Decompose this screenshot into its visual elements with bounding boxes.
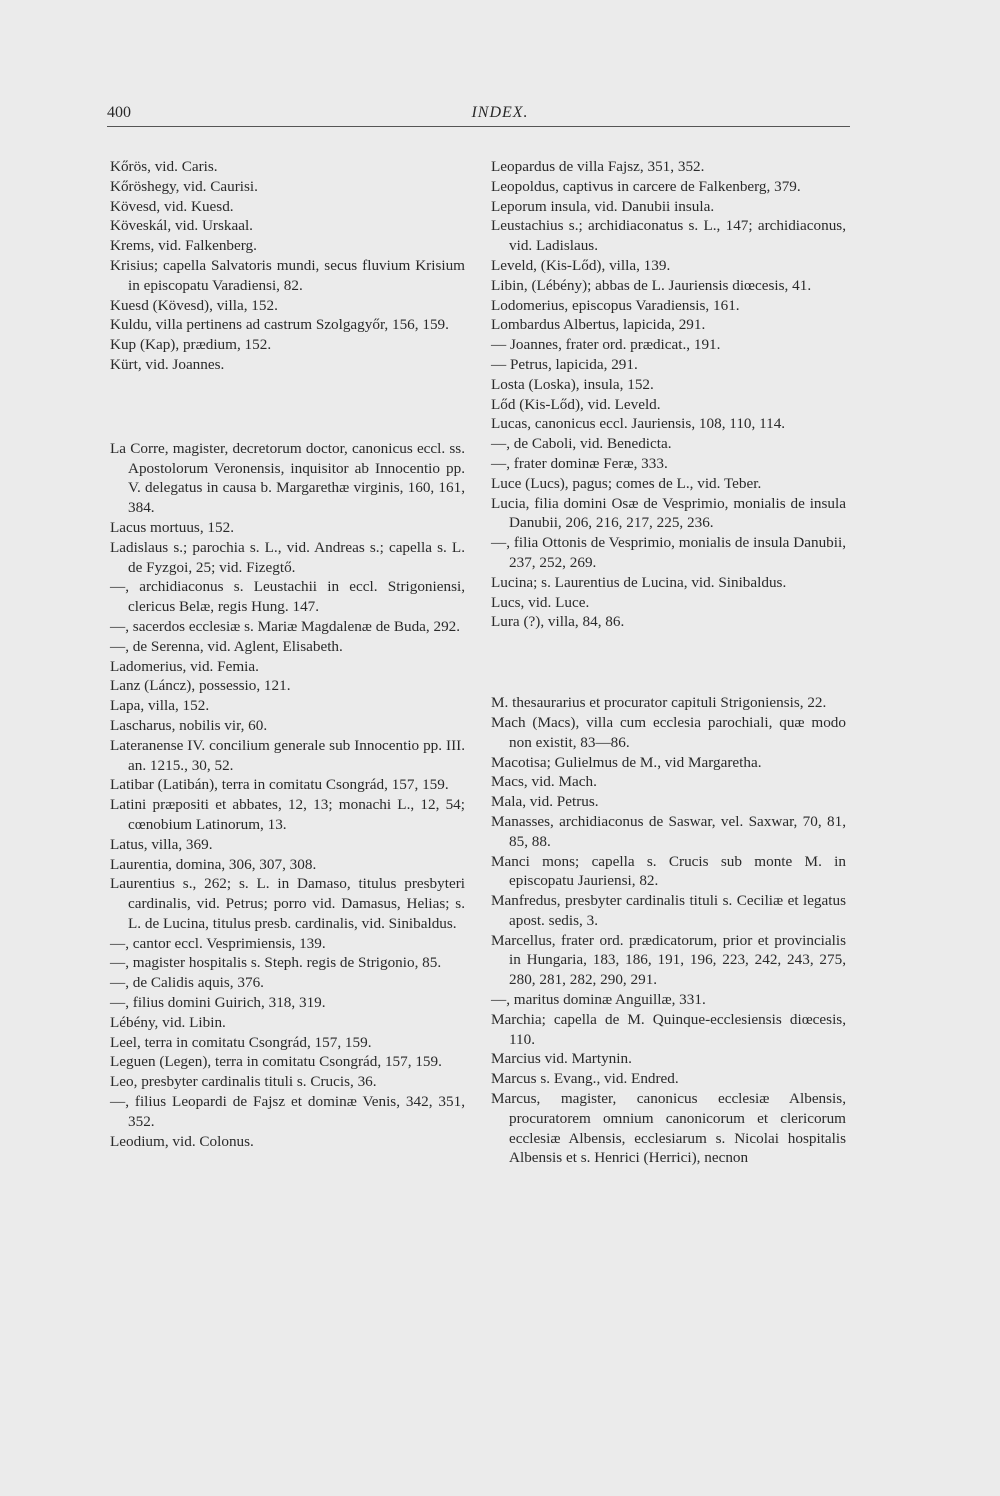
index-entry: Marcus s. Evang., vid. Endred. bbox=[491, 1070, 679, 1088]
index-entry: Lanz (Láncz), possessio, 121. bbox=[110, 677, 291, 695]
index-entry: Kürt, vid. Joannes. bbox=[110, 355, 225, 373]
index-entry: —, maritus dominæ Anguillæ, 331. bbox=[491, 991, 706, 1009]
index-entry: Lucas, canonicus eccl. Jauriensis, 108, 110, 114. bbox=[491, 415, 786, 433]
index-entry: Lébény, vid. Libin. bbox=[110, 1013, 226, 1031]
index-entry: Köveskál, vid. Urskaal. bbox=[110, 217, 253, 235]
index-entry: Lucs, vid. Luce. bbox=[491, 593, 590, 611]
index-entry: Leopoldus, captivus in carcere de Falkenberg, 379. bbox=[491, 177, 801, 195]
index-entry: Kup (Kap), prædium, 152. bbox=[110, 336, 272, 354]
index-entry: — Joannes, frater ord. prædicat., 191. bbox=[491, 336, 721, 354]
index-entry: Leel, terra in comitatu Csongrád, 157, 159. bbox=[110, 1033, 372, 1051]
index-entry: — Petrus, lapicida, 291. bbox=[491, 355, 638, 373]
index-entry: Leustachius s.; archidiaconatus s. L., 147; archidiaconus, vid. Ladislaus. bbox=[491, 217, 846, 255]
index-entry: —, de Calidis aquis, 376. bbox=[110, 974, 264, 992]
running-head: INDEX. bbox=[471, 104, 529, 121]
index-entry: Leguen (Legen), terra in comitatu Csongrád, 157, 159. bbox=[110, 1053, 442, 1071]
index-entry: Leveld, (Kis-Lőd), villa, 139. bbox=[491, 256, 671, 274]
index-entry: Lombardus Albertus, lapicida, 291. bbox=[491, 316, 706, 334]
index-entry: —, filia Ottonis de Vesprimio, monialis de insula Danubii, 237, 252, 269. bbox=[491, 534, 846, 571]
page-number: 400 bbox=[107, 104, 131, 121]
index-entry: Manfredus, presbyter cardinalis tituli s. Ceciliæ et legatus apost. sedis, 3. bbox=[491, 892, 846, 929]
right-column bbox=[491, 157, 846, 1168]
index-entry: Laurentia, domina, 306, 307, 308. bbox=[110, 855, 317, 873]
index-entry: Kövesd, vid. Kuesd. bbox=[110, 197, 234, 215]
index-entry: Ladomerius, vid. Femia. bbox=[110, 657, 259, 675]
index-entry: Laurentius s., 262; s. L. in Damaso, titulus presbyteri cardinalis, vid. Petrus; porro vid. Damasus, Helias; s. L. de Lucina, titulus presb. cardinalis, vid. Sinibaldus. bbox=[110, 875, 465, 932]
index-entry: —, archidiaconus s. Leustachii in eccl. Strigoniensi, clericus Belæ, regis Hung. 147. bbox=[110, 578, 465, 616]
section-gap bbox=[491, 632, 846, 693]
index-entry: Lucina; s. Laurentius de Lucina, vid. Sinibaldus. bbox=[491, 573, 787, 591]
right-group-m bbox=[491, 693, 846, 1168]
index-entry: Krisius; capella Salvatoris mundi, secus fluvium Krisium in episcopatu Varadiensi, 82. bbox=[110, 256, 465, 294]
index-entry: Lascharus, nobilis vir, 60. bbox=[110, 716, 268, 734]
index-entry: —, sacerdos ecclesiæ s. Mariæ Magdalenæ de Buda, 292. bbox=[110, 617, 461, 635]
index-entry: Lőd (Kis-Lőd), vid. Leveld. bbox=[491, 395, 661, 413]
index-entry: Manasses, archidiaconus de Saswar, vel. Saxwar, 70, 81, 85, 88. bbox=[491, 812, 846, 850]
index-entry: Kőröshegy, vid. Caurisi. bbox=[110, 177, 258, 195]
left-group-k bbox=[110, 157, 465, 375]
index-entry: —, cantor eccl. Vesprimiensis, 139. bbox=[110, 934, 326, 952]
index-entry: —, filius domini Guirich, 318, 319. bbox=[110, 994, 326, 1012]
index-entry: Ladislaus s.; parochia s. L., vid. Andreas s.; capella s. L. de Fyzgoi, 25; vid. Fizegtő. bbox=[110, 538, 465, 576]
index-entry: Leopardus de villa Fajsz, 351, 352. bbox=[491, 158, 705, 175]
left-group-l bbox=[110, 439, 465, 1152]
index-entry: —, filius Leopardi de Fajsz et dominæ Venis, 342, 351, 352. bbox=[110, 1093, 465, 1130]
index-entry: Lateranense IV. concilium generale sub Innocentio pp. III. an. 1215., 30, 52. bbox=[110, 736, 465, 774]
index-entry: Lacus mortuus, 152. bbox=[110, 518, 235, 536]
index-entry: Leo, presbyter cardinalis tituli s. Crucis, 36. bbox=[110, 1073, 377, 1091]
index-entry: Marcius vid. Martynin. bbox=[491, 1050, 632, 1068]
index-entry: Latibar (Latibán), terra in comitatu Csongrád, 157, 159. bbox=[110, 776, 449, 794]
index-entry: —, magister hospitalis s. Steph. regis de Strigonio, 85. bbox=[110, 954, 442, 972]
header-rule bbox=[107, 126, 850, 127]
index-entry: Latus, villa, 369. bbox=[110, 835, 213, 853]
index-entry: Libin, (Lébény); abbas de L. Jauriensis diœcesis, 41. bbox=[491, 276, 812, 294]
index-entry: Leporum insula, vid. Danubii insula. bbox=[491, 197, 715, 215]
index-entry: Lucia, filia domini Osæ de Vesprimio, monialis de insula Danubii, 206, 216, 217, 225, 236. bbox=[491, 494, 846, 532]
index-entry: La Corre, magister, decretorum doctor, canonicus eccl. ss. Apostolorum Veronensis, inquisitor ab Innocentio pp. V. delegatus in causa b. Margarethæ virginis, 160, 161, 384. bbox=[110, 439, 465, 517]
index-entry: Kuesd (Kövesd), villa, 152. bbox=[110, 296, 278, 314]
section-gap bbox=[110, 375, 465, 439]
index-entry: —, de Caboli, vid. Benedicta. bbox=[491, 435, 672, 453]
index-entry: Lapa, villa, 152. bbox=[110, 697, 210, 715]
index-entry: Losta (Loska), insula, 152. bbox=[491, 375, 654, 393]
index-entry: Marcellus, frater ord. prædicatorum, prior et provincialis in Hungaria, 183, 186, 191, 196, 223, 242, 243, 275, 280, 281, 282, 290, 291. bbox=[491, 931, 846, 989]
left-column bbox=[110, 157, 465, 1151]
index-entry: Leodium, vid. Colonus. bbox=[110, 1132, 254, 1150]
index-entry: Kőrös, vid. Caris. bbox=[110, 158, 218, 175]
index-entry: Marchia; capella de M. Quinque-ecclesiensis diœcesis, 110. bbox=[491, 1010, 846, 1048]
index-entry: Latini præpositi et abbates, 12, 13; monachi L., 12, 54; cœnobium Latinorum, 13. bbox=[110, 796, 465, 833]
right-group-l bbox=[491, 157, 846, 632]
index-entry: Mach (Macs), villa cum ecclesia parochiali, quæ modo non existit, 83—86. bbox=[491, 713, 846, 751]
index-entry: Manci mons; capella s. Crucis sub monte M. in episcopatu Jauriensi, 82. bbox=[491, 852, 846, 890]
index-entry: Krems, vid. Falkenberg. bbox=[110, 237, 257, 255]
index-entry: Luce (Lucs), pagus; comes de L., vid. Teber. bbox=[491, 474, 762, 492]
index-entry: —, frater dominæ Feræ, 333. bbox=[491, 454, 668, 472]
index-entry: Lura (?), villa, 84, 86. bbox=[491, 613, 625, 631]
index-entry: —, de Serenna, vid. Aglent, Elisabeth. bbox=[110, 637, 343, 655]
index-entry: Mala, vid. Petrus. bbox=[491, 793, 599, 811]
index-entry: M. thesaurarius et procurator capituli Strigoniensis, 22. bbox=[491, 694, 827, 712]
index-entry: Macotisa; Gulielmus de M., vid Margaretha. bbox=[491, 753, 762, 771]
index-entry: Macs, vid. Mach. bbox=[491, 773, 597, 791]
index-entry: Marcus, magister, canonicus ecclesiæ Albensis, procuratorem omnium canonicorum et clericorum ecclesiæ Albensis, ecclesiarum s. Nicolai hospitalis Albensis et s. Henrici (Herrici), necnon bbox=[491, 1090, 846, 1167]
index-entry: Kuldu, villa pertinens ad castrum Szolgagyőr, 156, 159. bbox=[110, 316, 449, 334]
index-entry: Lodomerius, episcopus Varadiensis, 161. bbox=[491, 296, 740, 314]
